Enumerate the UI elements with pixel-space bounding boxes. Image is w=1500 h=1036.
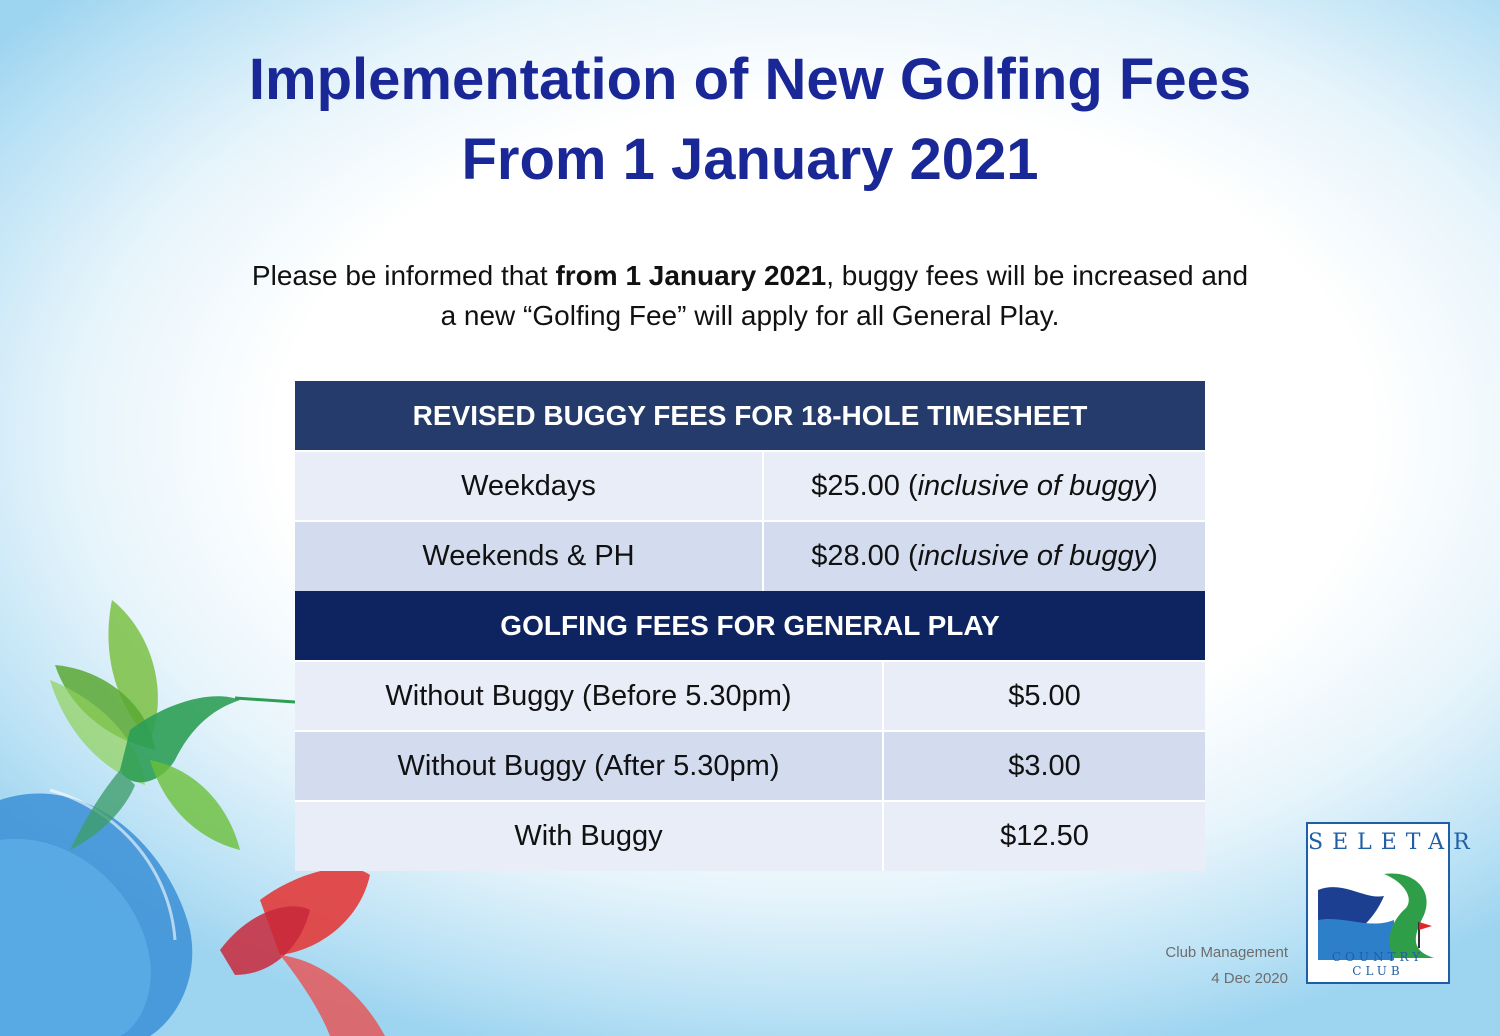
golfing-fees-header-row [295, 591, 1205, 661]
title-line-2: From 1 January 2021 [461, 127, 1039, 192]
intro-bold-date: from 1 January 2021 [555, 260, 827, 291]
table-row [295, 731, 1205, 801]
intro-text [150, 256, 1350, 336]
intro-part-2: , buggy fees will be increased and [826, 260, 1249, 291]
intro-line-2: a new “Golfing Fee” will apply for all General Play. [440, 300, 1060, 331]
logo-top-text: SELETAR [1308, 830, 1479, 855]
buggy-fees-header: REVISED BUGGY FEES FOR 18-HOLE TIMESHEET [295, 381, 1205, 451]
table-row [295, 451, 1205, 521]
buggy-row-label: Weekdays [295, 451, 763, 521]
golfing-row-label: Without Buggy (Before 5.30pm) [295, 661, 883, 731]
golfing-row-price: $5.00 [883, 661, 1205, 731]
buggy-row-price: $25.00 (inclusive of buggy) [763, 451, 1205, 521]
golfing-row-price: $12.50 [883, 801, 1205, 871]
fees-table [295, 381, 1205, 871]
golfing-row-label: Without Buggy (After 5.30pm) [295, 731, 883, 801]
golfing-row-price: $3.00 [883, 731, 1205, 801]
footer-line-1: Club Management [1165, 944, 1288, 961]
golfing-row-label: With Buggy [295, 801, 883, 871]
golfing-fees-header: GOLFING FEES FOR GENERAL PLAY [295, 591, 1205, 661]
page-title [0, 40, 1500, 200]
buggy-row-label: Weekends & PH [295, 521, 763, 591]
golf-flag-icon [1314, 860, 1442, 960]
logo-bottom-text: COUNTRY CLUB [1331, 950, 1425, 978]
flower-icon [220, 868, 385, 1036]
title-line-1: Implementation of New Golfing Fees [248, 47, 1252, 112]
buggy-fees-header-row [295, 381, 1205, 451]
footer-line-2: 4 Dec 2020 [1211, 970, 1288, 987]
table-row [295, 521, 1205, 591]
table-row [295, 661, 1205, 731]
club-logo [1306, 822, 1479, 984]
intro-part-1: Please be informed that [251, 260, 556, 291]
buggy-row-price: $28.00 (inclusive of buggy) [763, 521, 1205, 591]
table-row [295, 801, 1205, 871]
footer-signature [1165, 940, 1288, 992]
